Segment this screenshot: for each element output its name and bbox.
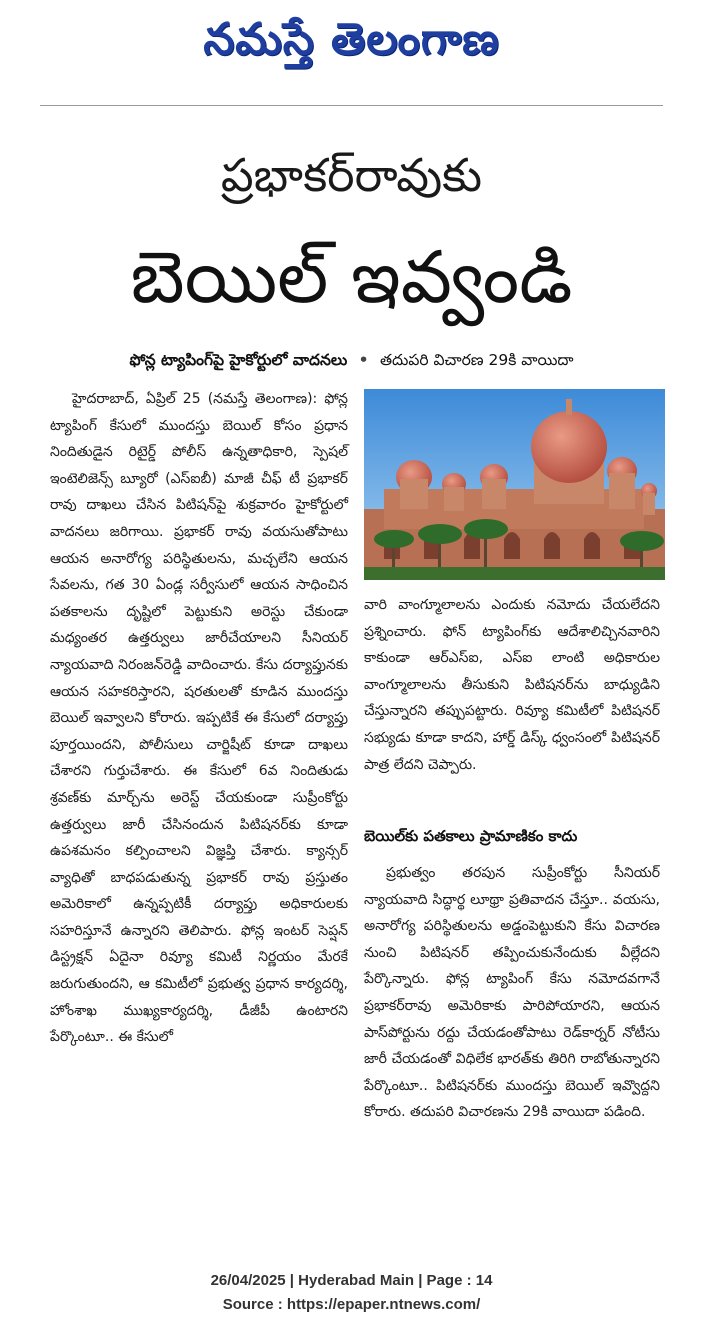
subheadline-part-2: తదుపరి విచారణ 29కి వాయిదా (379, 351, 574, 369)
headline-line-1: ప్రభాకర్‌రావుకు (220, 148, 483, 202)
article-paragraph: ప్రభుత్వం తరపున సుప్రీంకోర్టు సీనియర్‌ న్యాయవాది సిద్ధార్థ లూథ్రా ప్రతివాదన చేస్తూ.. వయసు, అనారోగ్య పరిస్థితులను అడ్డంపెట్టుకుని కేసు విచారణ నుంచి పిటిషనర్‌ తప్పించుకునేందుకు వీల్లేదని పేర్కొన్నారు. ఫోన్ల ట్యాపింగ్‌ కేసు నమోదవగానే ప్రభాకర్‌రావు అమెరికాకు పారిపోయారని, ఆయన పాస్‌పోర్టును రద్దు చేయడంతోపాటు రెడ్‌కార్నర్‌ నోటీసు జారీ చేయడంతో విధిలేక భారత్‌కు తిరిగి రాబోతున్నారని పేర్కొంటూ.. పిటిషనర్‌కు ముందస్తు బెయిల్‌ ఇవ్వొద్దని కోరారు. తదుపరి విచారణను 29కి వాయిదా పడింది. (364, 865, 660, 1121)
article-left-column (50, 386, 348, 1051)
article-right-column-bottom (364, 860, 660, 1126)
subheadline-part-1: ఫోన్ల ట్యాపింగ్‌పై హైకోర్టులో వాదనలు (129, 351, 348, 369)
bullet-separator: • (358, 351, 369, 369)
newspaper-masthead: నమస్తే తెలంగాణ (203, 14, 500, 65)
article-paragraph: హైదరాబాద్‌, ఏప్రిల్‌ 25 (నమస్తే తెలంగాణ): ఫోన్ల ట్యాపింగ్‌ కేసులో ముందస్తు బెయిల్‌ కోసం ప్రధాన నిందితుడైన రిటైర్డ్‌ పోలీస్‌ ఉన్నతాధికారి, స్పెషల్‌ ఇంటెలిజెన్స్‌ బ్యూరో (ఎస్‌ఐబీ) మాజీ చీఫ్‌ టీ ప్రభాకర్‌ రావు దాఖలు చేసిన పిటిషన్‌పై శుక్రవారం హైకోర్టులో వాదనలు జరిగాయి. ప్రభాకర్‌ రావు వయసుతోపాటు ఆయన అనారోగ్య పరిస్థితులను, మచ్చలేని ఆయన సేవలను, గత 30 ఏండ్ల సర్వీసులో ఆయన సాధించిన పతకాలను దృష్టిలో పెట్టుకుని అరెస్టు చేకుండా మధ్యంతర ఉత్తర్వులు జారీచేయాలని సీనియర్‌ న్యాయవాది నిరంజన్‌రెడ్డి వాదించారు. కేసు దర్యాప్తునకు ఆయన సహకరిస్తారని, షరతులతో కూడిన ముందస్తు బెయిల్‌ ఇవ్వాలని కోరారు. ఇప్పటికే ఈ కేసులో దర్యాప్తు పూర్తయిందని, పోలీసులు చార్జిషీట్‌ కూడా దాఖలు చేశారని గుర్తుచేశారు. ఈ కేసులో 6వ నిందితుడు శ్రవణ్‌కు మార్చ్‌ను అరెస్ట్‌ చేయకుండా సుప్రీంకోర్టు ఉత్తర్వులు జారీ చేసినందున పిటిషనర్‌కు కూడా ఉపశమనం కల్పించాలని విజ్ఞప్తి చేశారు. క్యాన్సర్‌ వ్యాధితో బాధపడుతున్న ప్రభాకర్‌ రావు ప్రస్తుతం అమెరికాలో ఉన్నప్పటికీ దర్యాప్తు అధికారులకు సహరిస్తూనే ఉన్నారని తెలిపారు. ఫోన్ల ఇంటర్‌ సెప్షన్‌ డిస్ట్రక్షన్‌ ఏదైనా రివ్యూ కమిటీ నిర్ణయం మేరకే జరుగుతుందని, ఆ కమిటీలో ప్రభుత్వ ప్రధాన కార్యదర్శి, హోంశాఖ ముఖ్యకార్యదర్శి, డీజీపీ ఉంటారని పేర్కొంటూ.. ఈ కేసులో (50, 391, 348, 1046)
section-heading: బెయిల్‌కు పతకాలు ప్రామాణికం కాదు (364, 827, 578, 845)
high-court-building-image (364, 389, 665, 580)
footer-source: Source : https://epaper.ntnews.com/ (222, 1296, 481, 1313)
footer-date-edition: 26/04/2025 | Hyderabad Main | Page : 14 (210, 1272, 493, 1289)
article-right-column-top (364, 592, 660, 778)
masthead-divider (40, 105, 663, 106)
article-paragraph: వారి వాంగ్మూలాలను ఎందుకు నమోదు చేయలేదని ప్రశ్నించారు. ఫోన్‌ ట్యాపింగ్‌కు ఆదేశాలిచ్చినవారిని కాకుండా ఆర్‌ఎస్‌ఐ, ఎస్‌ఐ లాంటి అధికారుల వాంగ్మూలాలను తీసుకుని పిటిషనర్‌ను బాధ్యుడిని చేస్తున్నారని తప్పుపట్టారు. రివ్యూ కమిటీలో పిటిషనర్‌ సభ్యుడు కూడా కాదని, హార్డ్‌ డిస్క్‌ ధ్వంసంలో పిటిషనర్‌ పాత్ర లేదని చెప్పారు. (364, 597, 660, 773)
high-court-photo (364, 389, 665, 580)
headline-line-2: బెయిల్‌ ఇవ్వండి (130, 235, 573, 319)
subheadline (40, 344, 663, 376)
